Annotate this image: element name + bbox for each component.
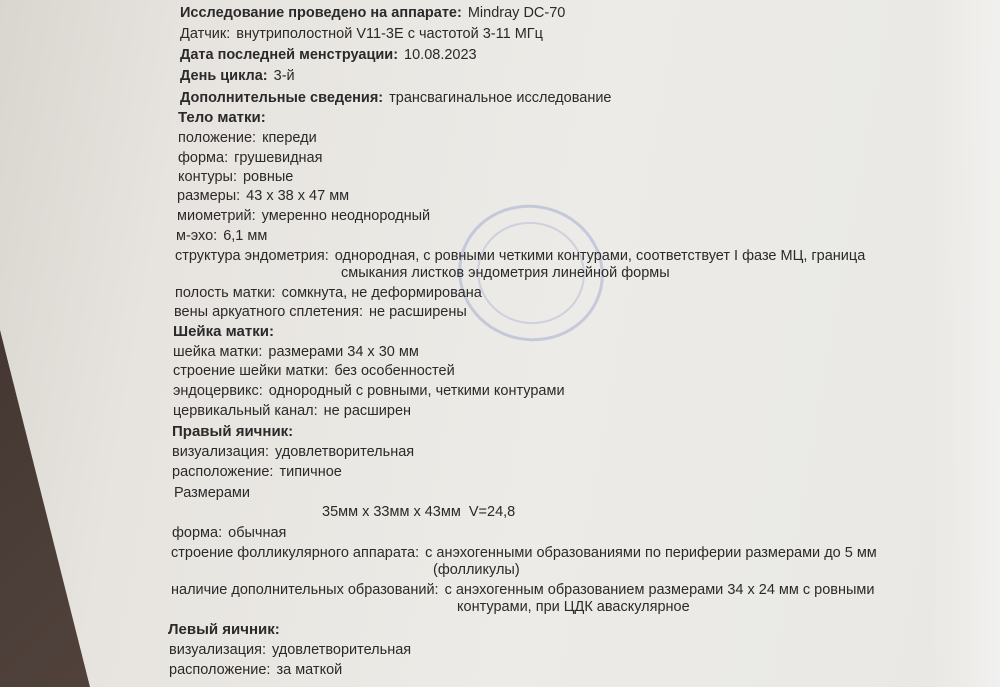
cervix-structure-value: без особенностей bbox=[334, 363, 455, 379]
right-ovary-visualization-value: удовлетворительная bbox=[275, 444, 415, 460]
uterus-shape-label: форма: bbox=[178, 150, 229, 166]
cervix-structure-row bbox=[173, 362, 455, 380]
right-ovary-heading: Правый яичник: bbox=[172, 423, 294, 440]
cervix-size-value: размерами 34 x 30 мм bbox=[268, 344, 419, 360]
uterus-shape-row bbox=[178, 149, 322, 167]
m-echo-label: м-эхо: bbox=[176, 228, 218, 244]
lmp-row bbox=[180, 46, 477, 64]
extra-value: трансвагинальное исследование bbox=[389, 90, 612, 106]
right-ovary-shape-label: форма: bbox=[172, 525, 223, 541]
right-ovary-shape-row bbox=[172, 524, 286, 542]
cervix-heading: Шейка матки: bbox=[173, 323, 274, 340]
cycle-day-row bbox=[180, 67, 295, 85]
cervical-canal-label: цервикальный канал: bbox=[173, 403, 318, 419]
uterus-contours-label: контуры: bbox=[178, 169, 237, 185]
uterus-contours-value: ровные bbox=[242, 169, 294, 185]
additional-formations-label: наличие дополнительных образований: bbox=[171, 582, 439, 598]
right-ovary-size-label: Размерами bbox=[174, 485, 250, 501]
probe-value: внутриполостной V11-3E с частотой 3-11 МГц bbox=[236, 26, 543, 42]
follicular-row bbox=[171, 544, 877, 562]
extra-label: Дополнительные сведения: bbox=[180, 90, 384, 106]
uterus-size-row bbox=[177, 187, 349, 205]
lmp-value: 10.08.2023 bbox=[404, 47, 477, 63]
left-ovary-visualization-row bbox=[169, 641, 411, 659]
device-value: Mindray DC-70 bbox=[467, 5, 566, 21]
cycle-day-value: 3-й bbox=[273, 68, 295, 84]
lmp-label: Дата последней менструации: bbox=[180, 47, 399, 63]
myometrium-value: умеренно неоднородный bbox=[261, 208, 431, 224]
uterus-shape-value: грушевидная bbox=[234, 150, 323, 166]
additional-formations-row bbox=[171, 581, 874, 599]
right-ovary-location-label: расположение: bbox=[172, 464, 274, 480]
uterus-size-label: размеры: bbox=[177, 188, 241, 204]
right-ovary-location-row bbox=[172, 463, 342, 481]
cavity-label: полость матки: bbox=[175, 285, 276, 301]
uterus-position-value: кпереди bbox=[262, 130, 317, 146]
endometrium-row bbox=[175, 247, 865, 265]
cervix-structure-label: строение шейки матки: bbox=[173, 363, 329, 379]
cervix-size-label: шейка матки: bbox=[173, 344, 263, 360]
cervical-canal-value: не расширен bbox=[323, 403, 412, 419]
right-ovary-location-value: типичное bbox=[279, 464, 342, 480]
m-echo-row bbox=[176, 227, 267, 245]
uterus-size-value: 43 x 38 x 47 мм bbox=[246, 188, 350, 204]
myometrium-row bbox=[177, 207, 430, 225]
right-ovary-visualization-row bbox=[172, 443, 414, 461]
right-ovary-size-value: 35мм x 33мм x 43мм V=24,8 bbox=[322, 504, 516, 520]
veins-row bbox=[174, 303, 467, 321]
veins-label: вены аркуатного сплетения: bbox=[174, 304, 363, 320]
endocervix-row bbox=[173, 382, 565, 400]
additional-formations-value-line1: с анэхогенным образованием размерами 34 x 24 мм с ровными bbox=[444, 582, 875, 598]
device-row bbox=[180, 4, 565, 22]
m-echo-value: 6,1 мм bbox=[223, 228, 268, 244]
myometrium-label: миометрий: bbox=[177, 208, 256, 224]
probe-label: Датчик: bbox=[180, 26, 231, 42]
left-ovary-visualization-label: визуализация: bbox=[169, 642, 266, 658]
follicular-value-line2: (фолликулы) bbox=[433, 562, 520, 578]
cavity-row bbox=[175, 284, 482, 302]
left-ovary-location-value: за маткой bbox=[276, 662, 343, 678]
veins-value: не расширены bbox=[368, 304, 467, 320]
endometrium-value-line1: однородная, с ровными четкими контурами, соответствует I фазе МЦ, граница bbox=[334, 248, 866, 264]
endocervix-value: однородный с ровными, четкими контурами bbox=[268, 383, 565, 399]
uterus-position-label: положение: bbox=[178, 130, 257, 146]
device-label: Исследование проведено на аппарате: bbox=[180, 5, 462, 21]
left-ovary-location-row bbox=[169, 661, 342, 679]
left-ovary-location-label: расположение: bbox=[169, 662, 271, 678]
right-ovary-visualization-label: визуализация: bbox=[172, 444, 269, 460]
follicular-label: строение фолликулярного аппарата: bbox=[171, 545, 420, 561]
uterus-heading: Тело матки: bbox=[178, 109, 266, 126]
probe-row bbox=[180, 25, 543, 43]
left-ovary-heading: Левый яичник: bbox=[168, 621, 280, 638]
endometrium-value-line2: смыкания листков эндометрия линейной формы bbox=[341, 265, 670, 281]
uterus-contours-row bbox=[178, 168, 293, 186]
right-ovary-shape-value: обычная bbox=[228, 525, 287, 541]
additional-formations-value-line2: контурами, при ЦДК аваскулярное bbox=[457, 599, 690, 615]
follicular-value-line1: с анэхогенными образованиями по периферии размерами до 5 мм bbox=[425, 545, 877, 561]
cycle-day-label: День цикла: bbox=[180, 68, 268, 84]
left-ovary-visualization-value: удовлетворительная bbox=[272, 642, 412, 658]
endometrium-label: структура эндометрия: bbox=[175, 248, 329, 264]
uterus-position-row bbox=[178, 129, 317, 147]
endocervix-label: эндоцервикс: bbox=[173, 383, 263, 399]
extra-row bbox=[180, 89, 612, 107]
cervical-canal-row bbox=[173, 402, 411, 420]
cervix-size-row bbox=[173, 343, 419, 361]
cavity-value: сомкнута, не деформирована bbox=[281, 285, 482, 301]
